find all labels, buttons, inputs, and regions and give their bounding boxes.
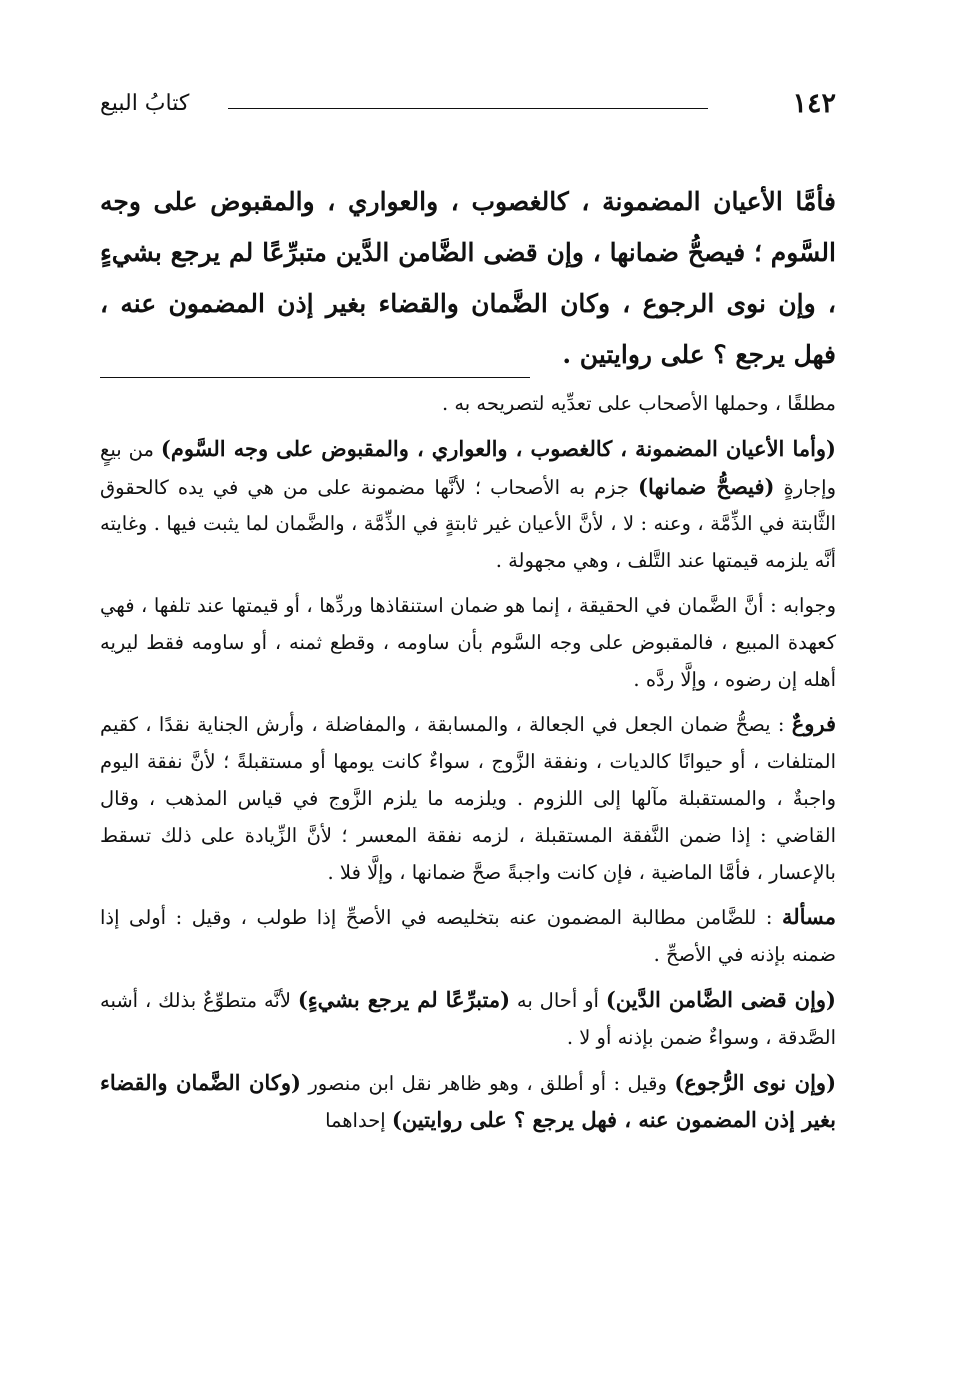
section-label-masala: مسألة: [781, 904, 836, 930]
page-number: ١٤٢: [792, 88, 836, 119]
quoted-matn: (وإن نوى الرُّجوع): [674, 1069, 837, 1095]
commentary-paragraph-1: [100, 386, 836, 423]
main-text: [100, 176, 836, 380]
commentary-paragraph-3: [100, 588, 836, 698]
main-text-paragraph: فأمَّا الأعيان المضمونة ، كالغصوب ، والعواري ، والمقبوض على وجه السَّوم ؛ فيصحُّ ضمانها ، وإن قضى الضَّامن الدَّين متبرِّعًا لم يرجع بشيءٍ ، وإن نوى الرجوع ، وكان الضَّمان والقضاء بغير إذن المضمون عنه ، فهل يرجع ؟ على روايتين .: [100, 187, 836, 369]
running-title: كتابُ البيع: [100, 91, 190, 116]
text-divider: [100, 377, 530, 378]
quoted-matn: (فيصحُّ ضمانها): [638, 473, 775, 499]
quoted-matn: (وأما الأعيان المضمونة ، كالغصوب ، والعواري ، والمقبوض على وجه السَّوم): [160, 435, 836, 461]
commentary-paragraph-7: [100, 1065, 836, 1141]
commentary-paragraph-2: [100, 431, 836, 580]
commentary-text: مطلقًا ، وحملها الأصحاب على تعدِّيه لتصريحه به .: [441, 392, 836, 415]
commentary-text: أو أحال به: [510, 988, 606, 1012]
commentary-paragraph-6: [100, 982, 836, 1057]
header-rule: [228, 108, 708, 109]
commentary-text: لأنَّه متطوِّعٌ بذلك ، أشبه الصَّدقة ، وسواءٌ ضمن بإذنه أو لا .: [100, 988, 836, 1049]
commentary-paragraph-5: [100, 899, 836, 974]
commentary-text: : يصحُّ ضمان الجعل في الجعالة ، والمسابقة ، والمفاضلة ، وأرش الجناية نقدًا ، كقيم المتلفات ، أو حيوانًا كالديات ، ونفقة الزَّوج ، سواءٌ كانت يومها أو مستقبلةً ؛ لأنَّ نفقة اليوم واجبةٌ ، والمستقبلة مآلها إلى اللزوم . ويلزمه ما يلزم الزَّوج في قياس المذهب ، وقال القاضي : إذا ضمن النَّفقة المستقبلة ، لزمه نفقة المعسر ؛ لأنَّ الزِّيادة على ذلك تسقط بالإعسار ، فأمَّا الماضية ، فإن كانت واجبةً صحَّ ضمانها ، وإلَّا فلا .: [100, 713, 836, 884]
commentary: [100, 386, 836, 1148]
quoted-matn: (متبرِّعًا لم يرجع بشيءٍ): [297, 986, 511, 1012]
page-header: [100, 84, 836, 128]
commentary-text: : للضَّامن مطالبة المضمون عنه بتخليصه في الأصحِّ إذا طولب ، وقيل : أولى إذا ضمنه بإذنه في الأصحِّ .: [100, 906, 836, 967]
commentary-text: جزم به الأصحاب ؛ لأنَّها مضمونة على من هي في يده كالحقوق الثَّابتة في الذِّمَّة ، وعنه : لا ، لأنَّ الأعيان غير ثابتةٍ في الذِّمَّة ، والضَّمان لما يثبت فيها . وغايته أنَّه يلزمه قيمتها عند التَّلف ، وهي مجهولة .: [100, 475, 836, 573]
commentary-text: وجوابه : أنَّ الضَّمان في الحقيقة ، إنما هو ضمان استنقاذها وردِّها ، أو قيمتها عند تلفها ، فهي كعهدة المبيع ، فالمقبوض على وجه السَّوم بأن ساومه ، وقطع ثمنه ، أو ساومه فقط ليريه أهله إن رضوه ، وإلَّا ردَّه .: [100, 593, 836, 691]
commentary-text: إحداهما: [325, 1109, 392, 1133]
commentary-text: وقيل : أو أطلق ، وهو ظاهر نقل ابن منصور: [300, 1071, 675, 1095]
quoted-matn: (وإن قضى الضَّامن الدَّين): [605, 986, 836, 1012]
commentary-paragraph-4: [100, 706, 836, 891]
commentary-text: من بيعٍ وإجارةٍ: [100, 437, 836, 499]
quoted-matn: (وكان الضَّمان والقضاء بغير إذن المضمون عنه ، فهل يرجع ؟ على روايتين): [100, 1069, 836, 1133]
section-label-furu: فروعٌ: [791, 711, 836, 737]
